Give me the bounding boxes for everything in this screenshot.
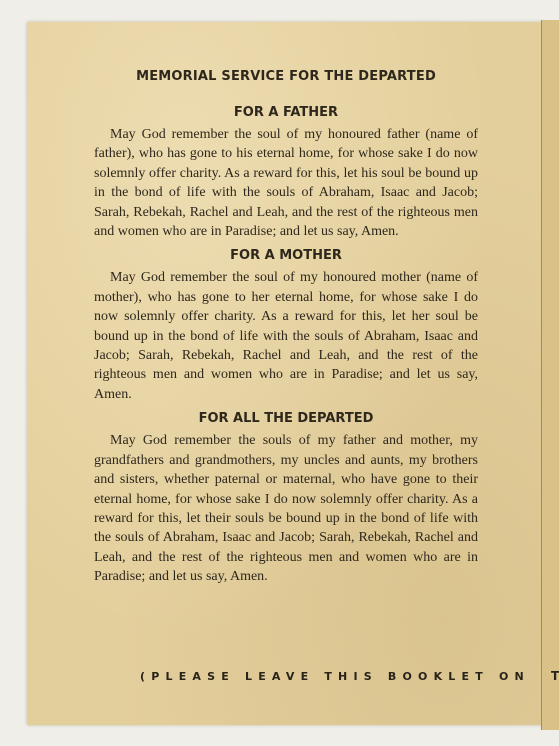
- adjacent-page-edge: [541, 20, 559, 730]
- prayer-text-block: [94, 68, 478, 593]
- prayer-paragraph-all-departed: May God remember the souls of my father and mother, my grandfathers and grandmothers, my uncles and aunts, my brothers and sisters, whether paternal or maternal, who have gone to their eternal home, for whose sake I do now solemnly offer charity. As a reward for this, let their souls be bound up in the bond of life with the souls of Abraham, Isaac and Jacob; Sarah, Rebekah, Rachel and Leah, and the rest of the righteous men and women who are in Paradise; and let us say, Amen.: [94, 433, 478, 585]
- adjacent-page-letter: T: [551, 669, 559, 683]
- section-father: [94, 104, 478, 241]
- section-heading-father: FOR A FATHER: [233, 105, 339, 120]
- prayer-paragraph-mother: May God remember the soul of my honoured mother (name of mother), who has gone to her eternal home, for whose sake I do now solemnly offer charity. As a reward for this, let her soul be bound up in the bond of life with the souls of Abraham, Isaac and Jacob; Sarah, Rebekah, Rachel and Leah, and the rest of the righteous men and women who are in Paradise; and let us say, Amen.: [94, 270, 478, 402]
- section-mother: [94, 247, 478, 404]
- section-heading-all-departed: FOR ALL THE DEPARTED: [198, 411, 374, 427]
- section-all-departed: [94, 410, 478, 586]
- prayer-paragraph-father: May God remember the soul of my honoured father (name of father), who has gone to his eternal home, for whose sake I do now solemnly offer charity. As a reward for this, let his soul be bound up in the bond of life with the souls of Abraham, Isaac and Jacob; Sarah, Rebekah, Rachel and Leah, and the rest of the righteous men and women who are in Paradise; and let us say, Amen.: [94, 127, 478, 240]
- footer-note: (PLEASE LEAVE THIS BOOKLET ON: [140, 670, 530, 683]
- section-heading-mother: FOR A MOTHER: [230, 248, 342, 264]
- page-title: MEMORIAL SERVICE FOR THE DEPARTED: [136, 69, 436, 84]
